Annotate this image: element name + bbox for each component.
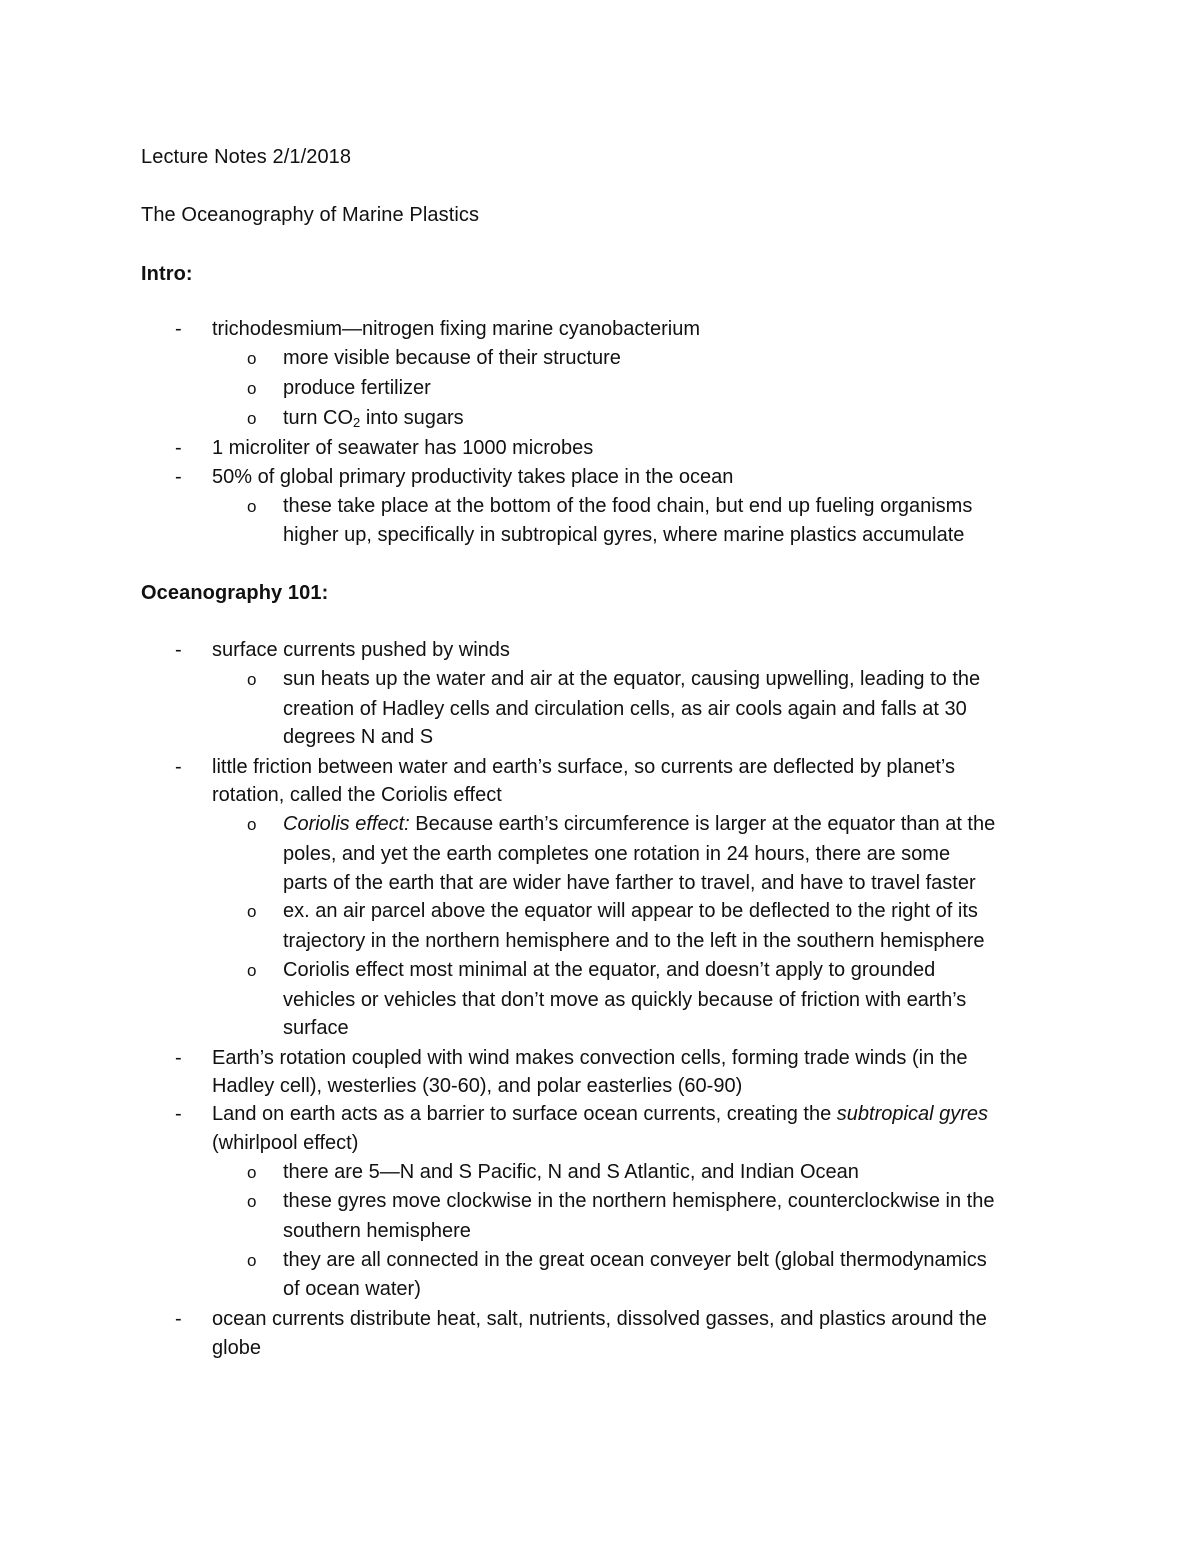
list-item: trichodesmium—nitrogen fixing marine cyanobacterium <box>212 318 700 340</box>
bullet-dash: - <box>175 466 182 488</box>
list-item: there are 5—N and S Pacific, N and S Atlantic, and Indian Ocean <box>283 1161 859 1183</box>
bullet-dash: - <box>175 437 182 459</box>
list-item: little friction between water and earth’s surface, so currents are deflected by planet’s <box>212 756 955 778</box>
page-subtitle: The Oceanography of Marine Plastics <box>141 204 480 226</box>
list-item-continuation: degrees N and S <box>283 726 434 748</box>
bullet-circle: o <box>247 902 257 921</box>
bullet-dash: - <box>175 639 182 661</box>
coriolis-definition: Because earth’s circumference is larger at the equator than at the <box>409 813 996 835</box>
bullet-dash: - <box>175 318 182 340</box>
list-item-continuation: rotation, called the Coriolis effect <box>212 784 502 806</box>
list-item: they are all connected in the great ocean conveyer belt (global thermodynamics <box>283 1249 987 1271</box>
list-item-continuation: higher up, specifically in subtropical gyres, where marine plastics accumulate <box>283 524 965 546</box>
list-item-continuation: creation of Hadley cells and circulation cells, as air cools again and falls at 30 <box>283 698 967 720</box>
list-item: Coriolis effect most minimal at the equator, and doesn’t apply to grounded <box>283 959 936 981</box>
list-item: surface currents pushed by winds <box>212 639 510 661</box>
bullet-dash: - <box>175 1308 182 1330</box>
bullet-circle: o <box>247 670 257 689</box>
list-item <box>212 1102 988 1126</box>
bullet-dash: - <box>175 1103 182 1125</box>
list-item: sun heats up the water and air at the equator, causing upwelling, leading to the <box>283 668 981 690</box>
list-item-continuation: Hadley cell), westerlies (30-60), and polar easterlies (60-90) <box>212 1075 743 1097</box>
subscript-2: 2 <box>353 415 361 430</box>
bullet-circle: o <box>247 349 257 368</box>
bullet-dash: - <box>175 756 182 778</box>
bullet-circle: o <box>247 497 257 516</box>
list-item-continuation: poles, and yet the earth completes one rotation in 24 hours, there are some <box>283 843 951 865</box>
bullet-circle: o <box>247 1251 257 1270</box>
list-item-continuation: trajectory in the northern hemisphere and to the left in the southern hemisphere <box>283 930 985 952</box>
bullet-circle: o <box>247 1192 257 1211</box>
list-item <box>283 406 464 430</box>
list-item-continuation: vehicles or vehicles that don’t move as quickly because of friction with earth’s <box>283 989 967 1011</box>
list-item-continuation: surface <box>283 1017 349 1039</box>
bullet-circle: o <box>247 1163 257 1182</box>
bullet-circle: o <box>247 409 257 428</box>
list-item: ocean currents distribute heat, salt, nutrients, dissolved gasses, and plastics around the <box>212 1308 987 1330</box>
oceanography-heading: Oceanography 101: <box>141 582 329 604</box>
coriolis-term: Coriolis effect: <box>283 813 410 835</box>
bullet-circle: o <box>247 379 257 398</box>
list-item-continuation: southern hemisphere <box>283 1220 471 1242</box>
list-item-continuation: parts of the earth that are wider have farther to travel, and have to travel faster <box>283 872 976 894</box>
list-item: these take place at the bottom of the food chain, but end up fueling organisms <box>283 495 973 517</box>
list-item: Earth’s rotation coupled with wind makes convection cells, forming trade winds (in the <box>212 1047 968 1069</box>
list-item: these gyres move clockwise in the northern hemisphere, counterclockwise in the <box>283 1190 995 1212</box>
co2-suffix: into sugars <box>360 407 464 429</box>
bullet-circle: o <box>247 815 257 834</box>
intro-heading: Intro: <box>141 263 193 285</box>
list-item-continuation: globe <box>212 1337 261 1359</box>
co2-text: turn CO <box>283 407 354 429</box>
list-item: produce fertilizer <box>283 377 431 399</box>
list-item: more visible because of their structure <box>283 347 621 369</box>
bullet-circle: o <box>247 961 257 980</box>
list-item-continuation: of ocean water) <box>283 1278 421 1300</box>
gyres-term: subtropical gyres <box>836 1103 988 1125</box>
list-item: 50% of global primary productivity takes place in the ocean <box>212 466 734 488</box>
gyres-text: Land on earth acts as a barrier to surface ocean currents, creating the <box>212 1103 837 1125</box>
list-item-continuation: (whirlpool effect) <box>212 1132 359 1154</box>
list-item: ex. an air parcel above the equator will appear to be deflected to the right of its <box>283 900 978 922</box>
page-title: Lecture Notes 2/1/2018 <box>141 146 352 168</box>
list-item: 1 microliter of seawater has 1000 microbes <box>212 437 594 459</box>
bullet-dash: - <box>175 1047 182 1069</box>
list-item <box>283 812 995 836</box>
